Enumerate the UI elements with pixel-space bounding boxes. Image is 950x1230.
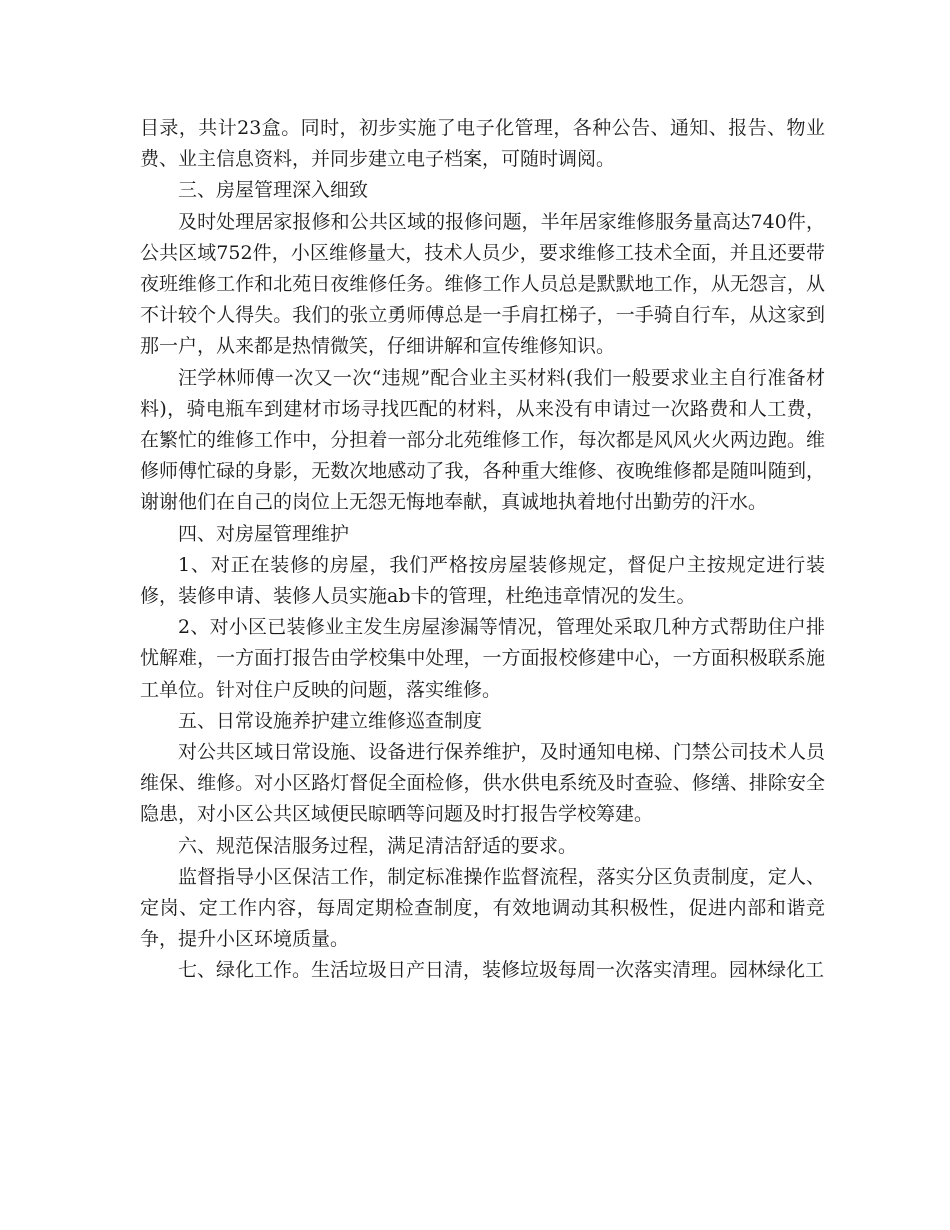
- paragraph-renovation-rules: 1、对正在装修的房屋，我们严格按房屋装修规定，督促户主按规定进行装修，装修申请、装修人员实施ab卡的管理，杜绝违章情况的发生。: [140, 553, 825, 608]
- paragraph-facility-maintenance: 对公共区域日常设施、设备进行保养维护，及时通知电梯、门禁公司技术人员维保、维修。对小区路灯督促全面检修，供水供电系统及时查验、修缮、排除安全隐患，对小区公共区域便民晾晒等问题及时打报告学校筹建。: [140, 741, 825, 826]
- section-heading-3: 三、房屋管理深入细致: [178, 179, 369, 202]
- section-heading-6: 六、规范保洁服务过程，满足清洁舒适的要求。: [178, 834, 578, 857]
- paragraph-repair-service: 及时处理居家报修和公共区域的报修问题，半年居家维修服务量高达740件，公共区域752件，小区维修量大，技术人员少，要求维修工技术全面，并且还要带夜班维修工作和北苑日夜维修任务。维修工作人员总是默默地工作，从无怨言，从不计较个人得失。我们的张立勇师傅总是一手肩扛梯子，一手骑自行车，从这家到那一户，从来都是热情微笑，仔细讲解和宣传维修知识。: [140, 210, 825, 358]
- document-body: [140, 113, 825, 987]
- paragraph-greening-work: 七、绿化工作。生活垃圾日产日清，装修垃圾每周一次落实清理。园林绿化工: [178, 959, 825, 982]
- section-heading-5: 五、日常设施养护建立维修巡查制度: [178, 709, 483, 732]
- section-heading-4: 四、对房屋管理维护: [178, 522, 350, 545]
- paragraph-intro-continued: 目录，共计23盒。同时，初步实施了电子化管理，各种公告、通知、报告、物业费、业主信息资料，并同步建立电子档案，可随时调阅。: [140, 117, 825, 171]
- paragraph-cleaning-supervision: 监督指导小区保洁工作，制定标准操作监督流程，落实分区负责制度，定人、定岗、定工作内容，每周定期检查制度，有效地调动其积极性，促进内部和谐竞争，提升小区环境质量。: [140, 865, 825, 951]
- paragraph-repair-staff: 汪学林师傅一次又一次“违规”配合业主买材料(我们一般要求业主自行准备材料)，骑电瓶车到建材市场寻找匹配的材料，从来没有申请过一次路费和人工费，在繁忙的维修工作中，分担着一部分北苑维修工作，每次都是风风火火两边跑。维修师傅忙碌的身影，无数次地感动了我，各种重大维修、夜晚维修都是随叫随到，谢谢他们在自己的岗位上无怨无悔地奉献，真诚地执着地付出勤劳的汗水。: [140, 366, 825, 514]
- paragraph-leak-handling: 2、对小区已装修业主发生房屋渗漏等情况，管理处采取几种方式帮助住户排忧解难，一方面打报告由学校集中处理，一方面报校修建中心，一方面积极联系施工单位。针对住户反映的问题，落实维修。: [140, 616, 825, 701]
